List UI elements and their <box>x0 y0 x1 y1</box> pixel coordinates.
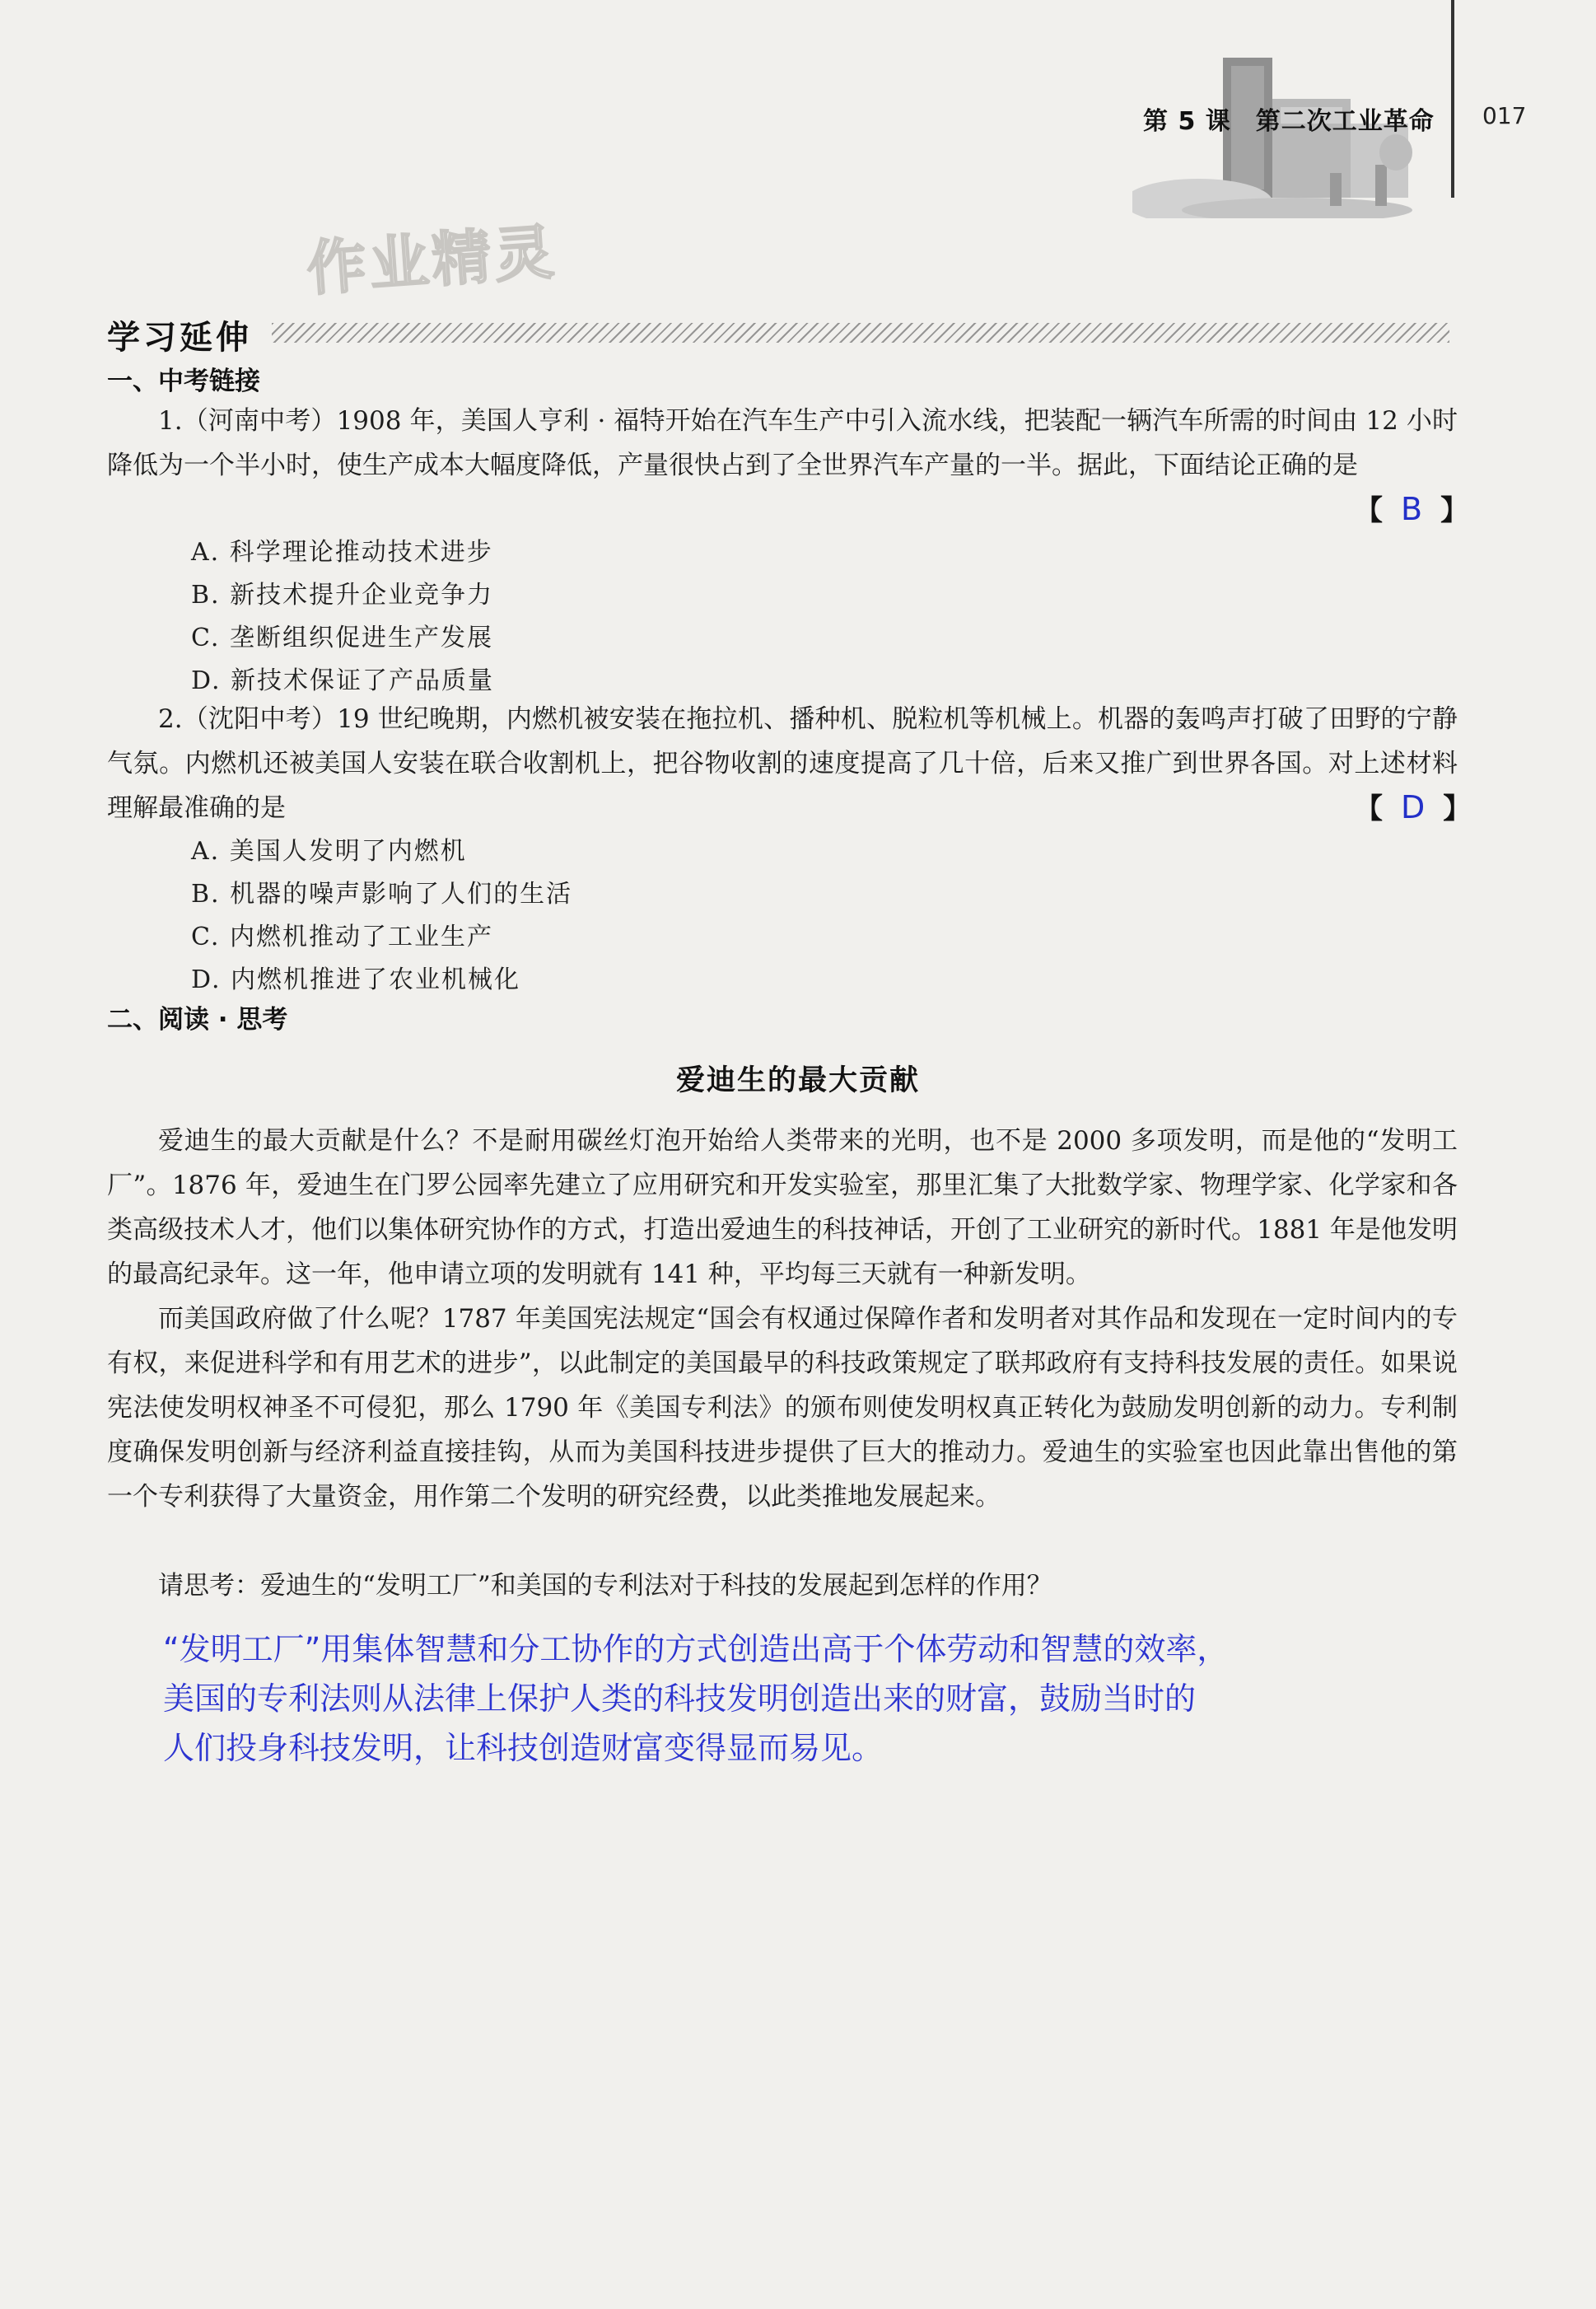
part1-heading: 一、中考链接 <box>107 367 260 396</box>
reflection-question: 请思考：爱迪生的“发明工厂”和美国的专利法对于科技的发展起到怎样的作用？ <box>158 1571 1052 1601</box>
bracket-right: 】 <box>1440 494 1469 527</box>
question-1-stem: 1.（河南中考）1908 年，美国人亨利 · 福特开始在汽车生产中引入流水线，把装配一辆汽车所需的时间由 12 小时降低为一个半小时，使生产成本大幅度降低，产量很快占到了全世界汽车产量的一半。据此，下面结论正确的是 <box>107 406 1458 480</box>
part2-heading: 二、阅读 · 思考 <box>107 1005 288 1035</box>
question-2-option-a: A. 美国人发明了内燃机 <box>191 837 467 866</box>
question-2-stem: 2.（沈阳中考）19 世纪晚期，内燃机被安装在拖拉机、播种机、脱粒机等机械上。机器的轰鸣声打破了田野的宁静气氛。内燃机还被美国人安装在联合收割机上，把谷物收割的速度提高了几十倍，后来又推广到世界各国。对上述材料理解最准确的是 <box>107 704 1458 823</box>
header-divider <box>1451 0 1454 198</box>
lesson-number: 第 5 课 <box>1143 107 1231 136</box>
bracket-left: 【 <box>1355 494 1383 527</box>
section-title-hatch-divider <box>272 323 1449 343</box>
question-2-option-b: B. 机器的噪声影响了人们的生活 <box>191 880 573 909</box>
question-1-answer-box <box>1355 488 1468 528</box>
question-2-option-c: C. 内燃机推动了工业生产 <box>191 923 493 951</box>
section-title: 学习延伸 <box>107 319 252 357</box>
bracket-right: 】 <box>1443 792 1472 825</box>
bracket-left: 【 <box>1355 792 1383 825</box>
page-number: 017 <box>1482 102 1527 129</box>
article-title: 爱迪生的最大贡献 <box>675 1064 920 1097</box>
handwritten-answer-line-1: “发明工厂”用集体智慧和分工协作的方式创造出高于个体劳动和智慧的效率， <box>163 1631 1229 1667</box>
lesson-title: 第二次工业革命 <box>1255 107 1435 136</box>
question-2-answer-box <box>1355 786 1471 826</box>
question-1-answer: B <box>1401 491 1423 527</box>
article-paragraph-2: 而美国政府做了什么呢？1787 年美国宪法规定“国会有权通过保障作者和发明者对其作品和发现在一定时间内的专有权，来促进科学和有用艺术的进步”，以此制定的美国最早的科技政策规定了联邦政府有支持科技发展的责任。如果说宪法使发明权神圣不可侵犯，那么 1790 年《美国专利法》的颁布则使发明权真正转化为鼓励发明创新的动力。专利制度确保发明创新与经济利益直接挂钩，从而为美国科技进步提供了巨大的推动力。爱迪生的实验室也因此靠出售他的第一个专利获得了大量资金，用作第二个发明的研究经费，以此类推地发展起来。 <box>107 1304 1458 1512</box>
handwritten-answer-line-2: 美国的专利法则从法律上保护人类的科技发明创造出来的财富，鼓励当时的 <box>163 1680 1197 1717</box>
question-2-answer: D <box>1401 789 1426 825</box>
handwritten-answer-line-3: 人们投身科技发明，让科技创造财富变得显而易见。 <box>163 1730 884 1766</box>
article-paragraph-1: 爱迪生的最大贡献是什么？不是耐用碳丝灯泡开始给人类带来的光明，也不是 2000 多项发明，而是他的“发明工厂”。1876 年，爱迪生在门罗公园率先建立了应用研究和开发实验室，那里汇集了大批数学家、物理学家、化学家和各类高级技术人才，他们以集体研究协作的方式，打造出爱迪生的科技神话，开创了工业研究的新时代。1881 年是他发明的最高纪录年。这一年，他申请立项的发明就有 141 种，平均每三天就有一种新发明。 <box>107 1126 1458 1289</box>
question-2-option-d: D. 内燃机推进了农业机械化 <box>191 965 521 994</box>
question-1-option-d: D. 新技术保证了产品质量 <box>191 666 495 695</box>
watermark: 作业精灵 <box>304 217 559 304</box>
question-1-option-b: B. 新技术提升企业竞争力 <box>191 581 494 610</box>
question-1-option-c: C. 垄断组织促进生产发展 <box>191 624 493 652</box>
lesson-header <box>1143 100 1435 137</box>
question-1-option-a: A. 科学理论推动技术进步 <box>191 538 493 567</box>
